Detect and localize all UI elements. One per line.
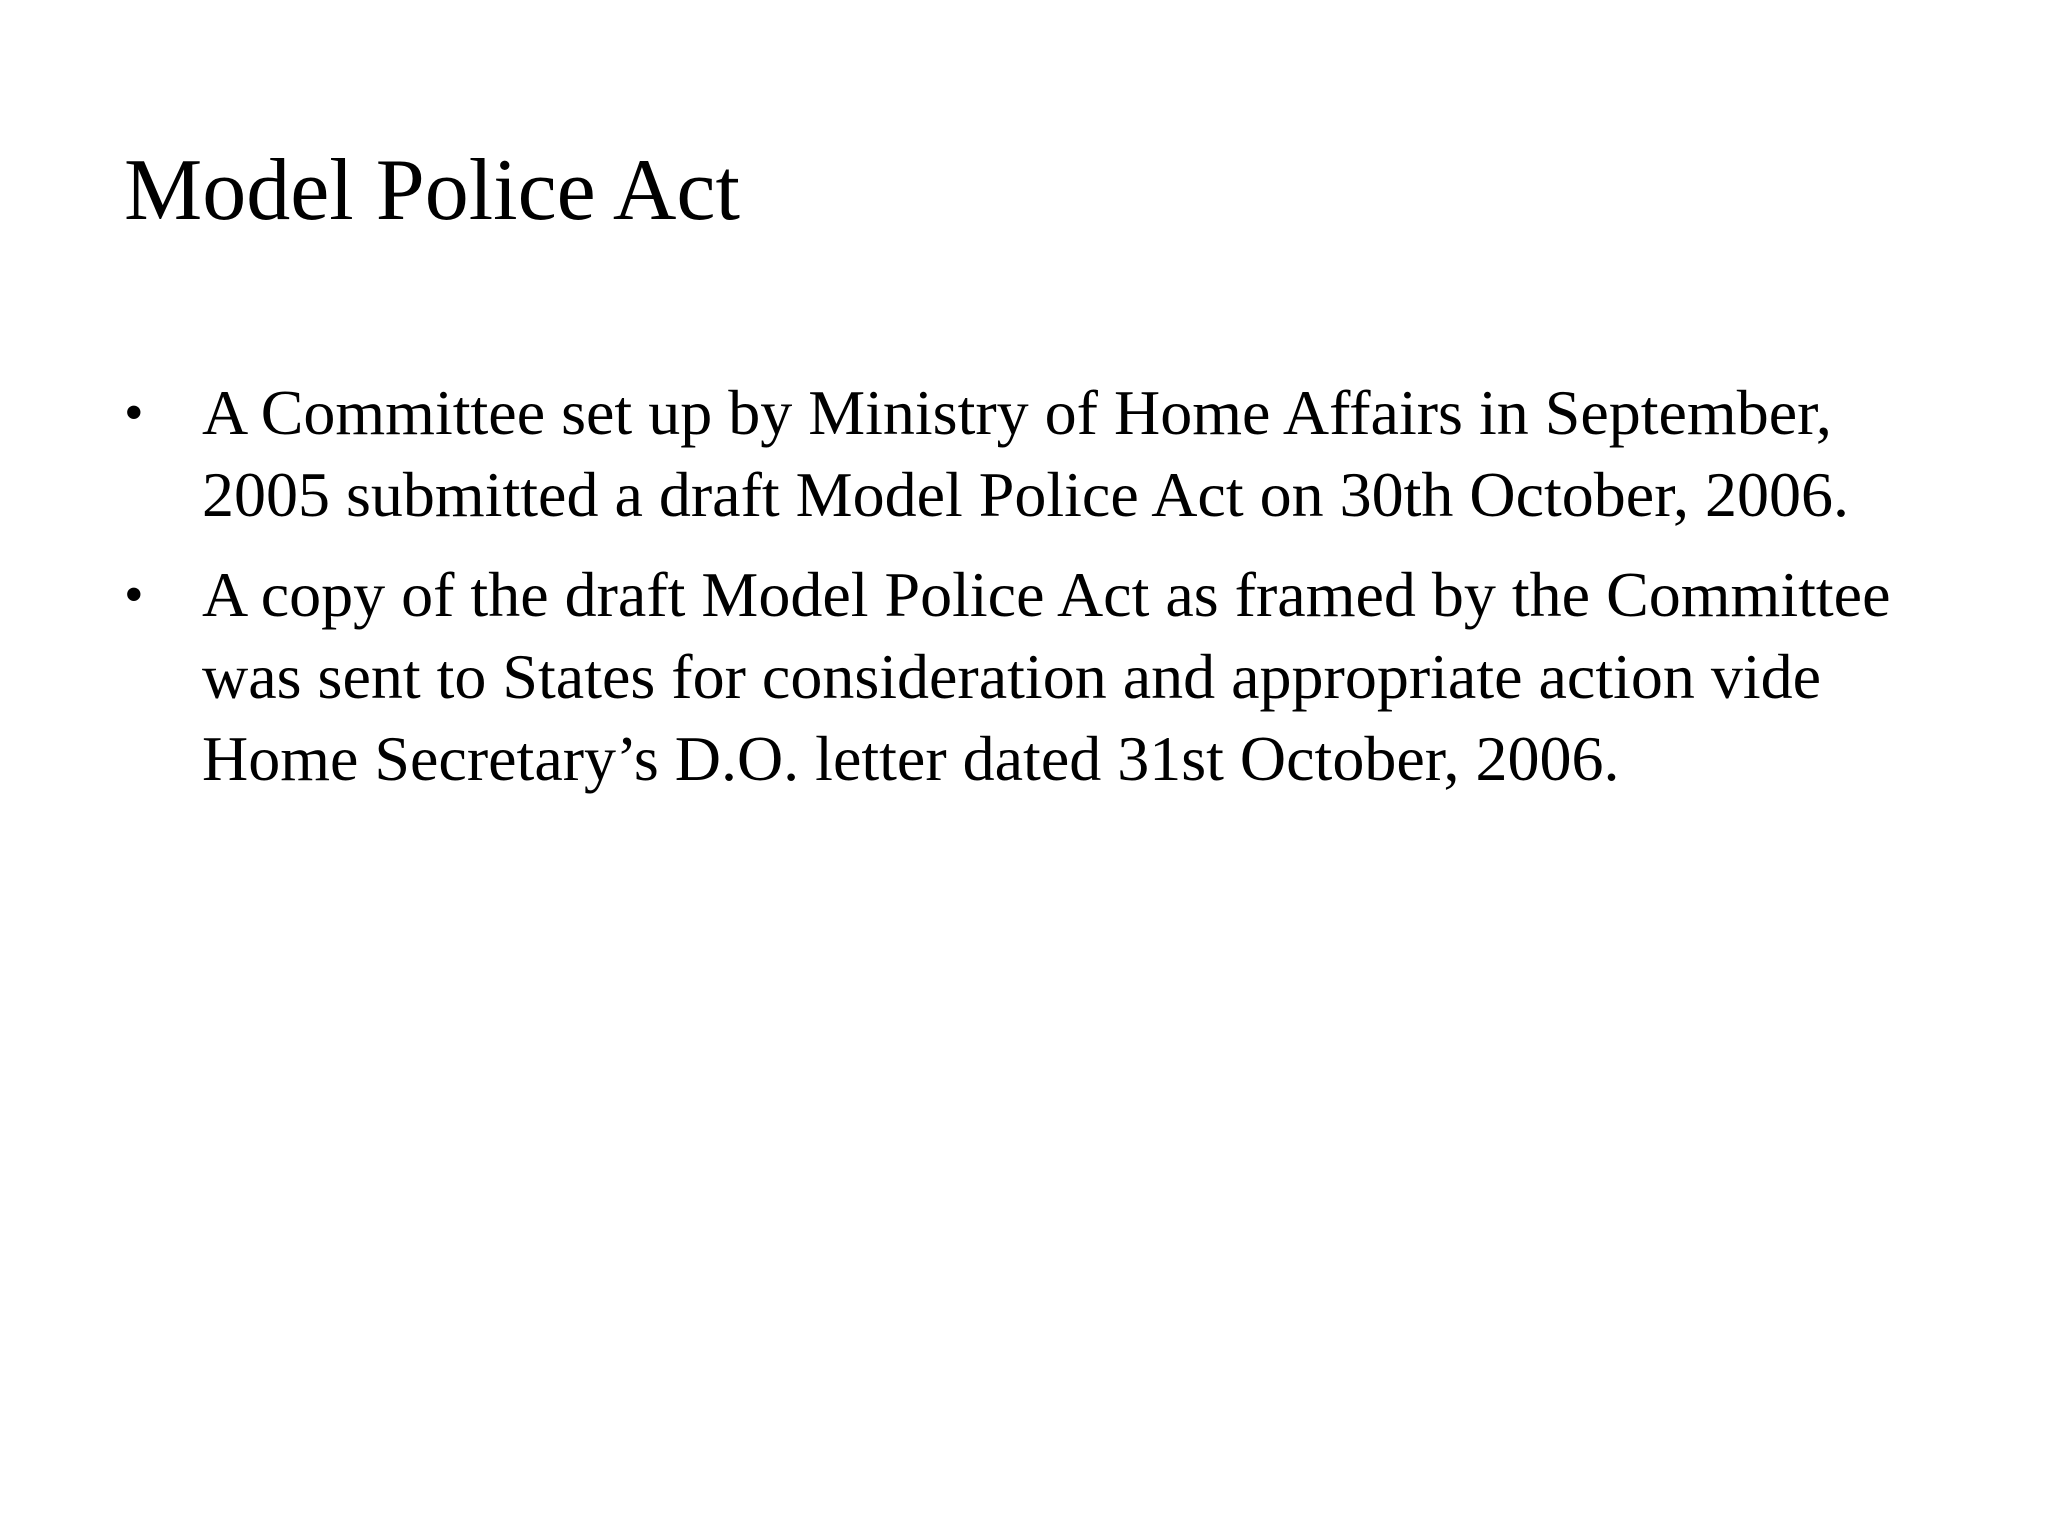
slide-title: Model Police Act <box>124 142 740 239</box>
bullet-text: A copy of the draft Model Police Act as framed by the Committee was sent to States for consideration and appropriate action vide Home Secretary’s D.O. letter dated 31st October, 2006. <box>202 559 1891 794</box>
bullet-item-committee-submission <box>124 372 1924 536</box>
bullet-list <box>124 372 1924 818</box>
bullet-icon: • <box>124 564 144 626</box>
bullet-item-copy-sent-to-states <box>124 554 1924 800</box>
bullet-text: A Committee set up by Ministry of Home Affairs in September, 2005 submitted a draft Model Police Act on 30th October, 2006. <box>202 377 1849 530</box>
bullet-icon: • <box>124 382 144 444</box>
